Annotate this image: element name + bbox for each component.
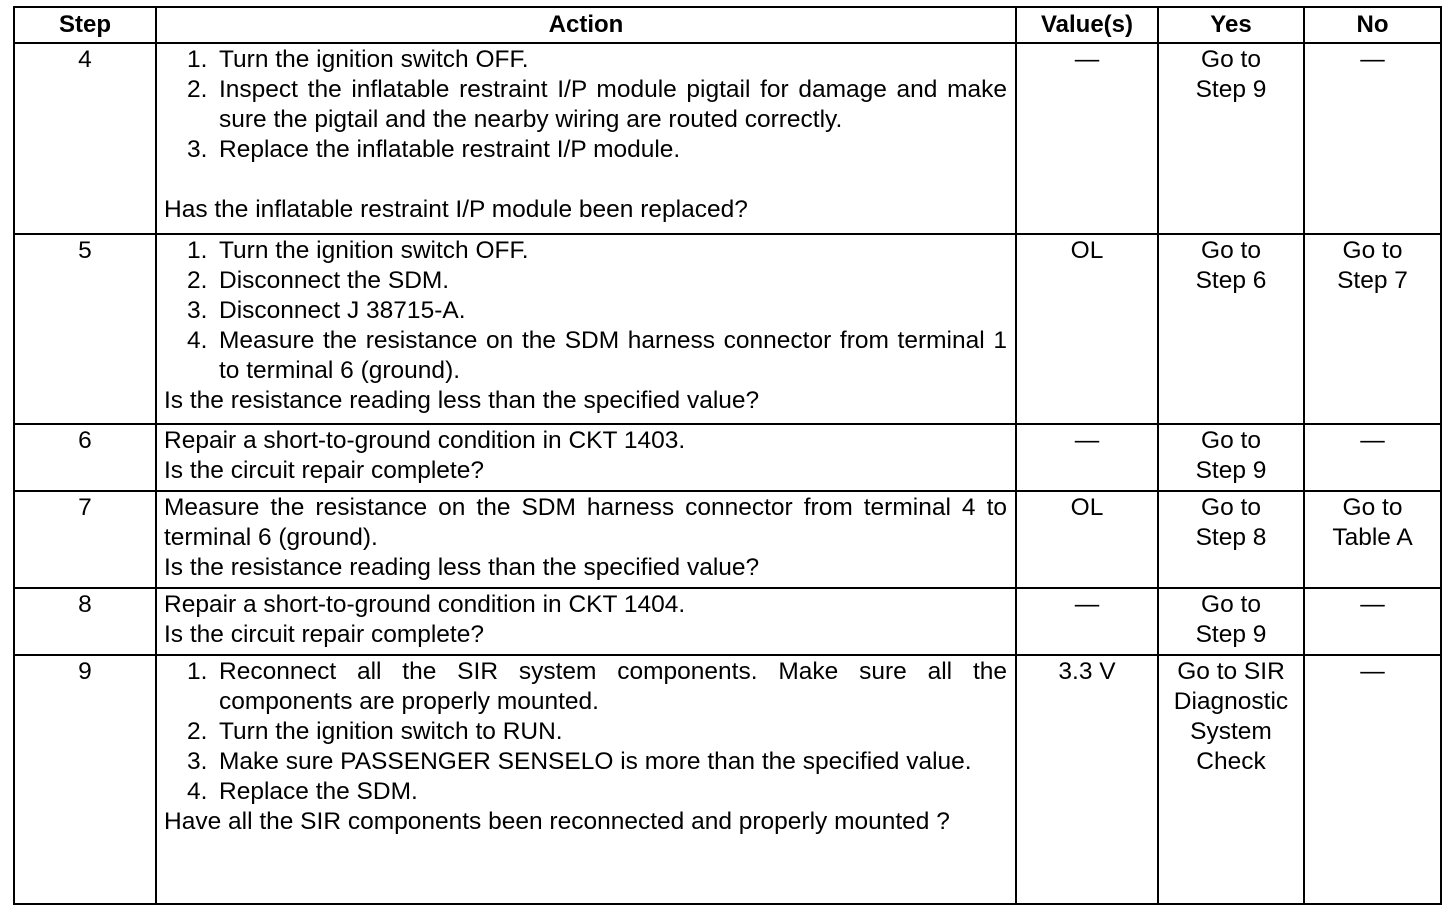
yes-line: Diagnostic — [1173, 688, 1289, 715]
table-row — [14, 424, 1441, 491]
no-line: — — [1360, 46, 1385, 73]
substep-text: Make sure PASSENGER SENSELO is more than the specified value. — [219, 748, 972, 775]
table-row — [14, 655, 1441, 904]
substep-number: 4. — [187, 778, 208, 805]
no-cell — [1304, 43, 1441, 234]
substep-text: Turn the ignition switch OFF. — [219, 46, 529, 73]
yes-cell — [1158, 588, 1304, 655]
substep — [164, 657, 1007, 717]
substep — [164, 236, 1007, 266]
value-cell: — — [1016, 424, 1158, 491]
substep — [164, 777, 1007, 807]
substep-number: 3. — [187, 136, 208, 163]
action-question: Is the resistance reading less than the specified value? — [164, 387, 760, 414]
yes-line: Go to SIR — [1177, 658, 1285, 685]
yes-cell — [1158, 43, 1304, 234]
header-yes: Yes — [1158, 7, 1304, 43]
substep — [164, 45, 1007, 75]
no-line: Go to — [1342, 494, 1403, 521]
no-line: — — [1360, 591, 1385, 618]
yes-line: Go to — [1201, 591, 1261, 618]
header-no: No — [1304, 7, 1441, 43]
no-cell — [1304, 234, 1441, 424]
action-cell — [156, 588, 1016, 655]
substep — [164, 296, 1007, 326]
header-row — [14, 7, 1441, 43]
yes-line: Step 9 — [1195, 457, 1267, 484]
diagnostic-page — [13, 6, 1442, 905]
yes-cell — [1158, 234, 1304, 424]
substep-number: 1. — [187, 658, 208, 685]
spacer — [164, 165, 1007, 195]
substep-number: 3. — [187, 297, 208, 324]
substep — [164, 266, 1007, 296]
yes-line: Step 6 — [1195, 267, 1267, 294]
yes-line: Step 8 — [1195, 524, 1267, 551]
action-question: Has the inflatable restraint I/P module been replaced? — [164, 196, 748, 223]
action-cell — [156, 43, 1016, 234]
substep — [164, 717, 1007, 747]
substep-number: 4. — [187, 327, 208, 354]
action-text: Repair a short-to-ground condition in CKT 1404. — [164, 591, 686, 618]
substep-text: Disconnect J 38715-A. — [219, 297, 466, 324]
no-line: Step 7 — [1337, 267, 1408, 294]
action-question: Is the circuit repair complete? — [164, 621, 484, 648]
action-question: Is the circuit repair complete? — [164, 457, 484, 484]
step-number: 9 — [14, 655, 156, 904]
action-text: Measure the resistance on the SDM harness connector from terminal 4 to terminal 6 (ground). — [164, 494, 1007, 551]
action-cell — [156, 424, 1016, 491]
substep-number: 2. — [187, 76, 208, 103]
yes-line: Go to — [1201, 494, 1261, 521]
yes-line: Go to — [1201, 427, 1261, 454]
table-row — [14, 234, 1441, 424]
substep-list — [164, 45, 1007, 165]
table-row — [14, 43, 1441, 234]
substep-list — [164, 657, 1007, 807]
no-cell — [1304, 588, 1441, 655]
substep — [164, 326, 1007, 386]
table-row — [14, 491, 1441, 588]
substep-text: Replace the SDM. — [219, 778, 418, 805]
substep-text: Turn the ignition switch OFF. — [219, 237, 529, 264]
substep-list — [164, 236, 1007, 386]
step-number: 4 — [14, 43, 156, 234]
no-line: Go to — [1342, 237, 1403, 264]
header-step: Step — [14, 7, 156, 43]
substep-text: Measure the resistance on the SDM harness connector from terminal 1 to terminal 6 (ground). — [219, 327, 1007, 384]
substep — [164, 747, 1007, 777]
action-cell — [156, 655, 1016, 904]
value-cell: 3.3 V — [1016, 655, 1158, 904]
header-action: Action — [156, 7, 1016, 43]
substep-text: Turn the ignition switch to RUN. — [219, 718, 563, 745]
substep-number: 1. — [187, 46, 208, 73]
yes-line: Go to — [1201, 46, 1261, 73]
substep-number: 2. — [187, 267, 208, 294]
value-cell: — — [1016, 588, 1158, 655]
substep-text: Disconnect the SDM. — [219, 267, 450, 294]
yes-line: Check — [1196, 748, 1266, 775]
substep-text: Inspect the inflatable restraint I/P module pigtail for damage and make sure the pigtail and the nearby wiring are routed correctly. — [219, 76, 1007, 133]
no-line: — — [1360, 658, 1385, 685]
substep-number: 2. — [187, 718, 208, 745]
substep — [164, 75, 1007, 135]
diagnostic-table — [13, 6, 1442, 905]
header-values: Value(s) — [1016, 7, 1158, 43]
value-cell: — — [1016, 43, 1158, 234]
substep-text: Replace the inflatable restraint I/P module. — [219, 136, 681, 163]
yes-cell — [1158, 655, 1304, 904]
step-number: 8 — [14, 588, 156, 655]
no-line: — — [1360, 427, 1385, 454]
substep-number: 1. — [187, 237, 208, 264]
action-cell — [156, 234, 1016, 424]
value-cell: OL — [1016, 491, 1158, 588]
action-cell — [156, 491, 1016, 588]
step-number: 6 — [14, 424, 156, 491]
action-text: Repair a short-to-ground condition in CKT 1403. — [164, 427, 686, 454]
yes-line: System — [1190, 718, 1272, 745]
no-cell — [1304, 424, 1441, 491]
action-question: Is the resistance reading less than the specified value? — [164, 554, 760, 581]
table-row — [14, 588, 1441, 655]
no-cell — [1304, 491, 1441, 588]
yes-line: Step 9 — [1195, 621, 1267, 648]
no-cell — [1304, 655, 1441, 904]
action-question: Have all the SIR components been reconnected and properly mounted ? — [164, 808, 950, 835]
no-line: Table A — [1332, 524, 1413, 551]
step-number: 5 — [14, 234, 156, 424]
value-cell: OL — [1016, 234, 1158, 424]
substep — [164, 135, 1007, 165]
yes-line: Step 9 — [1195, 76, 1267, 103]
substep-number: 3. — [187, 748, 208, 775]
yes-cell — [1158, 424, 1304, 491]
yes-cell — [1158, 491, 1304, 588]
yes-line: Go to — [1201, 237, 1261, 264]
substep-text: Reconnect all the SIR system components. Make sure all the components are properly mounted. — [219, 658, 1007, 715]
step-number: 7 — [14, 491, 156, 588]
